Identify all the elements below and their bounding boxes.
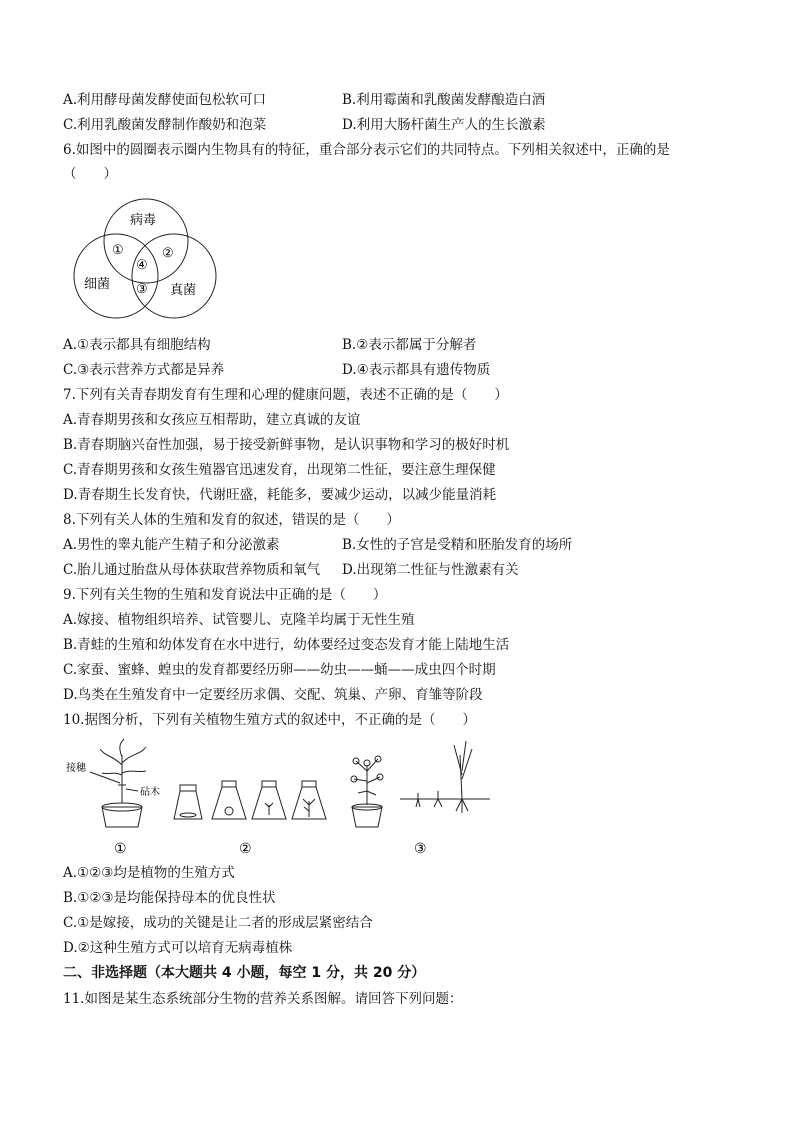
q5-option-d: D.利用大肠杆菌生产人的生长激素 [342,117,546,133]
venn-region-4: ④ [136,258,148,273]
q8-option-a: A.男性的睾丸能产生精子和分泌激素 [63,537,280,553]
q10-option-a: A.①②③均是植物的生殖方式 [63,865,235,881]
q6-option-c: C.③表示营养方式都是异养 [63,362,225,378]
tissue-culture-illustration [174,756,383,827]
q6-venn-diagram [68,196,228,320]
label-scion: 接穗 [66,763,86,774]
q6-option-b: B.②表示都属于分解者 [342,337,477,353]
q10-plant-reproduction-figure [62,735,492,863]
rhizome-illustration [400,741,490,813]
q8-option-c: C.胎儿通过胎盘从母体获取营养物质和氧气 [63,562,321,578]
q9-option-d: D.鸟类在生殖发育中一定要经历求偶、交配、筑巢、产卵、育雏等阶段 [63,687,483,703]
q8-option-d: D.出现第二性征与性激素有关 [342,562,519,578]
q6-stem: 6.如图中的圆圈表示圈内生物具有的特征，重合部分表示它们的共同特点。下列相关叙述中，正确的是 [63,142,670,158]
venn-circle-fungi [132,234,216,318]
q10-stem: 10.据图分析，下列有关植物生殖方式的叙述中，不正确的是（ ） [63,712,476,728]
q5-option-b: B.利用霉菌和乳酸菌发酵酿造白酒 [342,92,546,108]
q8-option-b: B.女性的子宫是受精和胚胎发育的场所 [342,537,573,553]
q6-option-a: A.①表示都具有细胞结构 [63,337,211,353]
q6-blank: （ ） [63,166,117,182]
grafting-illustration [90,739,146,827]
q10-option-d: D.②这种生殖方式可以培育无病毒植株 [63,940,293,956]
venn-label-fungi: 真菌 [170,283,197,298]
q11-stem: 11.如图是某生态系统部分生物的营养关系图解。请回答下列问题： [63,991,463,1007]
q9-stem: 9.下列有关生物的生殖和发育说法中正确的是（ ） [63,587,387,603]
q8-stem: 8.下列有关人体的生殖和发育的叙述，错误的是（ ） [63,512,400,528]
figure-number-3: ③ [414,841,427,857]
venn-region-3: ③ [136,282,148,297]
q5-option-a: A.利用酵母菌发酵使面包松软可口 [63,92,267,108]
q9-option-b: B.青蛙的生殖和幼体发育在水中进行，幼体要经过变态发育才能上陆地生活 [63,637,510,653]
q7-option-b: B.青春期脑兴奋性加强，易于接受新鲜事物，是认识事物和学习的极好时机 [63,437,510,453]
q10-option-c: C.①是嫁接，成功的关键是让二者的形成层紧密结合 [63,915,373,931]
venn-region-2: ② [162,246,174,261]
venn-label-virus: 病毒 [130,213,157,228]
q5-option-c: C.利用乳酸菌发酵制作酸奶和泡菜 [63,117,267,133]
venn-label-bacteria: 细菌 [84,277,111,292]
q7-stem: 7.下列有关青春期发育有生理和心理的健康问题，表述不正确的是（ ） [63,387,508,403]
q9-option-c: C.家蚕、蜜蜂、蝗虫的发育都要经历卵——幼虫——蛹——成虫四个时期 [63,662,496,678]
q7-option-a: A.青春期男孩和女孩应互相帮助，建立真诚的友谊 [63,412,361,428]
figure-number-2: ② [239,841,252,857]
q9-option-a: A.嫁接、植物组织培养、试管婴儿、克隆羊均属于无性生殖 [63,612,415,628]
q7-option-d: D.青春期生长发育快，代谢旺盛，耗能多，要减少运动，以减少能量消耗 [63,487,497,503]
q6-option-d: D.④表示都具有遗传物质 [342,362,491,378]
q7-option-c: C.青春期男孩和女孩生殖器官迅速发育，出现第二性征，要注意生理保健 [63,462,496,478]
venn-region-1: ① [112,243,124,258]
label-stock: 砧木 [140,787,160,798]
q10-option-b: B.①②③是均能保持母本的优良性状 [63,890,276,906]
section-2-heading: 二、非选择题（本大题共 4 小题，每空 1 分，共 20 分） [63,965,426,981]
figure-number-1: ① [114,841,127,857]
